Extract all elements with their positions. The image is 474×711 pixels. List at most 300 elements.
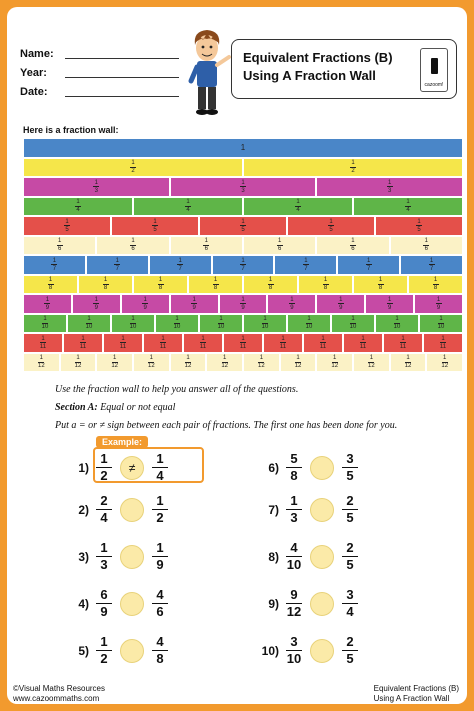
numerator: 1 [100, 540, 108, 555]
numerator: 5 [290, 451, 298, 466]
wall-cell [287, 216, 375, 236]
cell-numerator: 1 [406, 199, 410, 206]
title-line-1: Equivalent Fractions (B) [243, 50, 393, 65]
cell-numerator: 1 [131, 238, 135, 245]
cell-denominator: 11 [439, 343, 447, 350]
denominator: 10 [286, 651, 302, 666]
cell-denominator: 11 [119, 343, 127, 350]
cell-denominator: 12 [74, 363, 82, 370]
denominator: 3 [290, 510, 298, 525]
wall-cell [23, 275, 78, 295]
wall-row [23, 216, 463, 236]
footer-title-2: Using A Fraction Wall [373, 694, 450, 703]
wall-cell [243, 236, 316, 256]
wall-cell-fraction [221, 355, 228, 369]
cell-numerator: 1 [263, 316, 267, 323]
wall-cell-fraction [306, 316, 313, 330]
cell-numerator: 1 [201, 335, 205, 342]
worksheet-title [243, 49, 393, 85]
question-number: 2) [78, 502, 89, 517]
cell-numerator: 1 [351, 160, 355, 167]
cell-denominator: 7 [429, 265, 434, 272]
wall-cell-fraction [338, 297, 344, 311]
year-line [65, 77, 179, 78]
wall-cell [243, 275, 298, 295]
question-4 [67, 588, 168, 619]
question-2 [67, 494, 168, 525]
wall-cell [375, 216, 463, 236]
wall-cell-fraction [387, 297, 393, 311]
cell-numerator: 1 [131, 160, 135, 167]
wall-cell-fraction [75, 199, 81, 213]
cell-denominator: 6 [351, 246, 355, 253]
fraction-right [342, 452, 358, 483]
cell-denominator: 12 [221, 363, 229, 370]
wall-cell-fraction [405, 199, 411, 213]
wall-cell-fraction [405, 355, 412, 369]
logo-mark-icon [431, 58, 438, 74]
numerator: 4 [156, 587, 164, 602]
wall-cell-fraction [120, 336, 126, 350]
logo-text: cazoom! [424, 82, 444, 88]
cell-denominator: 7 [367, 265, 371, 272]
cell-denominator: 12 [184, 363, 192, 370]
question-9 [257, 588, 358, 619]
wall-cell [243, 353, 280, 373]
wall-cell [267, 294, 316, 314]
denominator: 12 [286, 604, 302, 619]
wall-cell-fraction [328, 219, 334, 233]
wall-cell-fraction [130, 160, 136, 174]
denominator: 3 [100, 557, 108, 572]
date-label: Date: [20, 86, 48, 98]
wall-cell [365, 294, 414, 314]
cell-numerator: 1 [65, 218, 69, 225]
wall-cell-fraction [378, 277, 384, 291]
wall-cell-fraction [75, 355, 82, 369]
numerator: 1 [156, 540, 164, 555]
cell-denominator: 8 [378, 285, 383, 292]
denominator: 4 [156, 468, 164, 483]
cell-denominator: 10 [85, 324, 93, 331]
cell-numerator: 1 [241, 257, 245, 264]
section-heading [55, 402, 175, 413]
wall-cell-fraction [268, 277, 274, 291]
cell-denominator: 8 [158, 285, 163, 292]
wall-cell-fraction [400, 336, 406, 350]
wall-cell [111, 216, 199, 236]
cell-numerator: 1 [57, 238, 62, 245]
wall-cell [274, 255, 337, 275]
cell-denominator: 5 [329, 226, 333, 233]
denominator: 5 [346, 468, 354, 483]
question-number: 7) [268, 502, 279, 517]
wall-cell-fraction [174, 316, 181, 330]
wall-cell [375, 314, 419, 334]
denominator: 9 [156, 557, 164, 572]
answer-circle[interactable] [310, 592, 334, 616]
wall-cell [331, 314, 375, 334]
date-line [65, 96, 179, 97]
cell-numerator: 1 [178, 257, 182, 264]
wall-row [23, 314, 463, 334]
wall-cell [133, 197, 243, 217]
cell-numerator: 1 [48, 277, 53, 284]
question-number: 9) [268, 596, 279, 611]
question-number: 1) [78, 460, 89, 475]
name-line [65, 58, 179, 59]
cell-numerator: 1 [81, 335, 85, 342]
wall-cell-fraction [148, 355, 155, 369]
question-number: 6) [268, 460, 279, 475]
cell-numerator: 1 [406, 355, 410, 362]
wall-cell-fraction [152, 219, 158, 233]
fraction-left [286, 452, 302, 483]
cell-numerator: 1 [223, 355, 227, 362]
wall-cell-fraction [103, 277, 109, 291]
wall-cell [383, 333, 423, 353]
question-number: 4) [78, 596, 89, 611]
section-text: Equal or not equal [97, 402, 176, 413]
wall-cell [23, 177, 170, 197]
wall-cell [316, 353, 353, 373]
wall-cell-fraction [350, 160, 356, 174]
cell-denominator: 10 [217, 324, 225, 331]
wall-cell-fraction [160, 336, 166, 350]
cell-numerator: 1 [433, 277, 438, 284]
wall-cell-fraction [44, 297, 50, 311]
denominator: 4 [346, 604, 354, 619]
question-number: 5) [78, 643, 89, 658]
cell-numerator: 1 [441, 335, 445, 342]
wall-cell-fraction [130, 238, 136, 252]
answer-circle[interactable] [310, 545, 334, 569]
cell-numerator: 1 [143, 296, 147, 303]
cell-denominator: 9 [290, 304, 294, 311]
wall-cell-fraction [48, 277, 54, 291]
numerator: 3 [290, 634, 298, 649]
wall-cell-fraction [114, 258, 120, 272]
cell-denominator: 10 [437, 324, 445, 331]
numerator: 2 [100, 493, 108, 508]
denominator: 5 [346, 651, 354, 666]
cell-denominator: 3 [388, 187, 392, 194]
cell-denominator: 8 [213, 285, 218, 292]
cell-numerator: 1 [296, 199, 300, 206]
wall-cell-fraction [295, 355, 302, 369]
title-line-2: Using A Fraction Wall [243, 68, 376, 83]
wall-cell-fraction [323, 277, 329, 291]
wall-cell-fraction [142, 297, 148, 311]
wall-cell [133, 275, 188, 295]
wall-cell-fraction [295, 199, 301, 213]
cell-numerator: 1 [39, 355, 43, 362]
cell-numerator: 1 [204, 238, 208, 245]
wall-cell-fraction [360, 336, 366, 350]
cell-numerator: 1 [94, 296, 98, 303]
answer-circle[interactable] [120, 498, 144, 522]
cell-denominator: 6 [424, 246, 428, 253]
question-8 [257, 541, 358, 572]
cartoon-boy-illustration [181, 27, 233, 117]
wall-cell [86, 255, 149, 275]
cell-numerator: 1 [103, 277, 108, 284]
wall-cell [23, 294, 72, 314]
cell-numerator: 1 [378, 277, 383, 284]
wall-row [23, 138, 463, 158]
wall-cell-fraction [429, 258, 435, 272]
cell-numerator: 1 [443, 355, 447, 362]
wall-cell-fraction [331, 355, 338, 369]
wall-cell [183, 333, 223, 353]
wall-cell [63, 333, 103, 353]
cell-numerator: 1 [351, 238, 355, 245]
wall-cell-fraction [40, 336, 46, 350]
cell-denominator: 11 [39, 343, 47, 350]
cell-denominator: 7 [115, 265, 119, 272]
wall-cell [212, 255, 275, 275]
wall-cell-fraction [93, 180, 99, 194]
wall-cell-fraction [440, 336, 446, 350]
year-label: Year: [20, 67, 47, 79]
wall-cell [96, 353, 133, 373]
cell-numerator: 1 [45, 296, 50, 303]
answer-circle[interactable] [120, 592, 144, 616]
cell-denominator: 7 [304, 265, 308, 272]
cell-denominator: 7 [178, 265, 182, 272]
question-10 [257, 635, 358, 666]
cell-denominator: 11 [79, 343, 87, 350]
footer-title-1: Equivalent Fractions (B) [373, 684, 459, 693]
cell-numerator: 1 [277, 238, 282, 245]
numerator: 6 [100, 587, 108, 602]
cell-numerator: 1 [424, 238, 428, 245]
numerator: 2 [346, 493, 354, 508]
cell-denominator: 8 [323, 285, 328, 292]
wall-cell-fraction [240, 297, 246, 311]
wall-cell-fraction [130, 316, 137, 330]
wall-cell [149, 255, 212, 275]
wall-cell-fraction [320, 336, 326, 350]
wall-cell-fraction [289, 297, 295, 311]
cell-denominator: 6 [204, 246, 208, 253]
wall-cell [121, 294, 170, 314]
cell-denominator: 2 [351, 168, 355, 175]
website-link[interactable]: www.cazoommaths.com [13, 694, 100, 703]
cell-denominator: 11 [399, 343, 407, 350]
cell-denominator: 12 [258, 363, 265, 370]
wall-cell-fraction [277, 238, 283, 252]
denominator: 10 [286, 557, 302, 572]
wall-cell-fraction [42, 316, 49, 330]
wall-cell [23, 314, 67, 334]
cell-denominator: 6 [277, 246, 282, 253]
cell-denominator: 6 [57, 246, 62, 253]
cell-numerator: 1 [395, 316, 399, 323]
cell-numerator: 1 [186, 355, 190, 362]
wall-cell-fraction [438, 316, 445, 330]
cell-numerator: 1 [401, 335, 405, 342]
wall-cell-fraction [258, 355, 265, 369]
numerator: 4 [156, 634, 164, 649]
wall-cell [206, 353, 243, 373]
wall-cell [199, 216, 287, 236]
cell-numerator: 1 [52, 257, 57, 264]
cell-denominator: 4 [186, 207, 190, 214]
answer-circle[interactable] [310, 498, 334, 522]
denominator: 5 [346, 557, 354, 572]
cell-numerator: 1 [339, 296, 343, 303]
wall-cell [96, 236, 169, 256]
fraction-right [342, 541, 358, 572]
cell-denominator: 4 [296, 207, 300, 214]
denominator: 8 [156, 651, 164, 666]
cell-numerator: 1 [329, 218, 333, 225]
cell-denominator: 12 [294, 363, 302, 370]
cell-numerator: 1 [158, 277, 163, 284]
cell-numerator: 1 [369, 355, 374, 362]
wall-cell [414, 294, 463, 314]
wall-cell-fraction [366, 258, 372, 272]
fraction-left [96, 635, 112, 666]
cazoom-logo [420, 48, 448, 92]
answer-circle[interactable] [310, 639, 334, 663]
wall-cell-fraction [57, 238, 63, 252]
wall-cell [316, 177, 463, 197]
answer-circle[interactable] [120, 639, 144, 663]
wall-cell-fraction [387, 180, 393, 194]
wall-cell-fraction [240, 336, 246, 350]
cell-denominator: 9 [192, 304, 196, 311]
cell-numerator: 1 [436, 296, 441, 303]
wall-cell-fraction [111, 355, 118, 369]
wall-cell [353, 275, 408, 295]
title-box [231, 39, 457, 99]
wall-cell [155, 314, 199, 334]
cell-numerator: 1 [417, 218, 421, 225]
wall-cell-fraction [203, 238, 209, 252]
wall-row [23, 255, 463, 275]
wall-cell-fraction [38, 355, 45, 369]
wall-cell-fraction [80, 336, 86, 350]
cell-denominator: 12 [441, 363, 449, 370]
wall-cell-fraction [436, 297, 442, 311]
wall-cell-fraction [213, 277, 219, 291]
fraction-left [96, 494, 112, 525]
cell-numerator: 1 [175, 316, 179, 323]
wall-row [23, 197, 463, 217]
numerator: 4 [290, 540, 298, 555]
wall-row [23, 275, 463, 295]
cell-denominator: 10 [261, 324, 269, 331]
cell-numerator: 1 [429, 257, 434, 264]
wall-cell [23, 216, 111, 236]
fraction-right [342, 635, 358, 666]
fraction-right [342, 494, 358, 525]
wall-cell-fraction [394, 316, 401, 330]
fraction-left [286, 541, 302, 572]
wall-cell-fraction [240, 258, 246, 272]
wall-cell-fraction [350, 316, 357, 330]
cell-numerator: 1 [281, 335, 285, 342]
numerator: 2 [346, 634, 354, 649]
wall-cell-label: 1 [240, 143, 246, 153]
wall-cell [337, 255, 400, 275]
wall-cell [280, 353, 317, 373]
cell-numerator: 1 [323, 277, 328, 284]
wall-cell-fraction [86, 316, 93, 330]
cell-denominator: 11 [239, 343, 247, 350]
cell-numerator: 1 [296, 355, 300, 362]
cell-numerator: 1 [307, 316, 311, 323]
cell-denominator: 12 [331, 363, 339, 370]
cell-denominator: 11 [319, 343, 327, 350]
wall-cell [72, 294, 121, 314]
numerator: 1 [100, 634, 108, 649]
wall-cell [408, 275, 463, 295]
denominator: 9 [100, 604, 108, 619]
question-6 [257, 452, 358, 483]
wall-cell [243, 158, 463, 178]
wall-cell [400, 255, 463, 275]
wall-cell [60, 353, 97, 373]
cell-numerator: 1 [41, 335, 45, 342]
wall-cell [23, 197, 133, 217]
wall-cell [316, 294, 365, 314]
denominator: 4 [100, 510, 108, 525]
wall-cell [133, 353, 170, 373]
wall-cell-fraction [158, 277, 164, 291]
answer-circle[interactable] [310, 456, 334, 480]
cell-numerator: 1 [76, 199, 80, 206]
wall-cell-fraction [93, 297, 99, 311]
fraction-right [152, 635, 168, 666]
question-5 [67, 635, 168, 666]
wall-cell [243, 197, 353, 217]
fraction-left [286, 635, 302, 666]
cell-denominator: 12 [368, 363, 375, 370]
wall-cell [23, 138, 463, 158]
wall-cell-fraction [433, 277, 439, 291]
wall-cell [170, 236, 243, 256]
cell-denominator: 12 [404, 363, 412, 370]
wall-cell [23, 158, 243, 178]
wall-cell-fraction [280, 336, 286, 350]
wall-cell [316, 236, 389, 256]
cell-numerator: 1 [388, 179, 392, 186]
wall-cell [170, 294, 219, 314]
wall-row [23, 158, 463, 178]
cell-denominator: 12 [37, 363, 45, 370]
cell-numerator: 1 [149, 355, 154, 362]
fraction-left [96, 588, 112, 619]
wall-cell-fraction [240, 219, 246, 233]
cell-denominator: 6 [131, 246, 135, 253]
question-number: 3) [78, 549, 89, 564]
cell-denominator: 12 [148, 363, 155, 370]
wall-cell [303, 333, 343, 353]
fraction-left [286, 494, 302, 525]
numerator: 1 [156, 493, 164, 508]
cell-numerator: 1 [161, 335, 165, 342]
cell-denominator: 11 [359, 343, 367, 350]
cell-numerator: 1 [76, 355, 80, 362]
numerator: 2 [346, 540, 354, 555]
answer-circle[interactable]: ≠ [120, 456, 144, 480]
cell-numerator: 1 [304, 257, 308, 264]
answer-circle[interactable] [120, 545, 144, 569]
cell-numerator: 1 [439, 316, 443, 323]
